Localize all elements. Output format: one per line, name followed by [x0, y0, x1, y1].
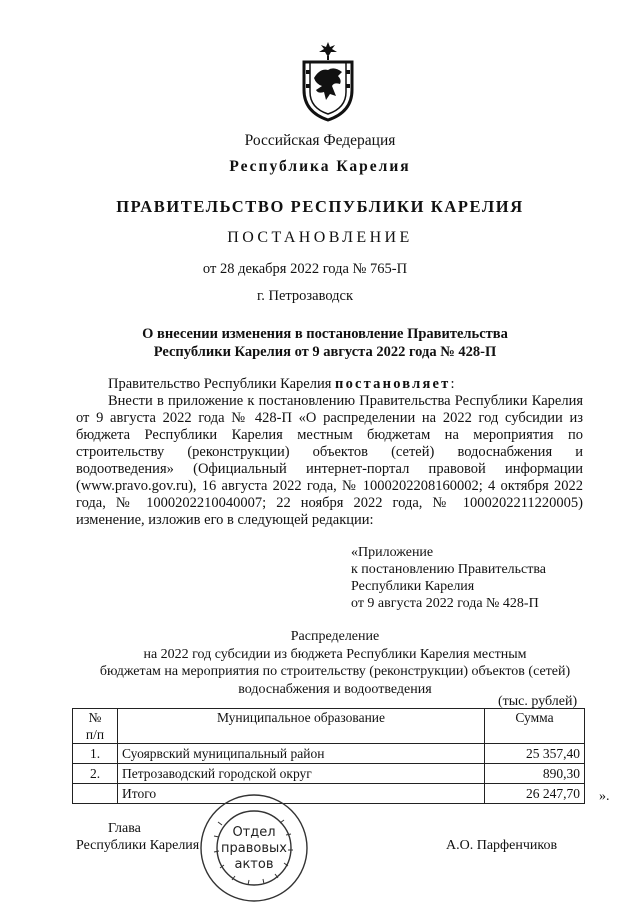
row-num: 1.: [73, 744, 118, 764]
table-header-row: [73, 709, 585, 744]
row-sum: 25 357,40: [485, 744, 585, 764]
preamble-suffix: :: [450, 376, 455, 392]
department-stamp: [198, 792, 310, 904]
row-municipality: Суоярвский муниципальный район: [118, 744, 485, 764]
units-label: (тыс. рублей): [498, 694, 578, 709]
header-num-line-2: п/п: [85, 727, 105, 742]
stamp-line-2: правовых: [221, 841, 287, 856]
resolution-paragraph: Внести в приложение к постановлению Правительства Республики Карелия от 9 августа 2022 года № 428-П «О распределении на 2022 год субсидии из бюджета Республики Карелия местным бюджетам на мероприятия по строительству (реконструкции) объектов (сетей) водоснабжения и водоотведения» (Официальный интернет-портал правовой информации (www.pravo.gov.ru), 16 августа 2022 года, № 1000202208160002; 4 октября 2022 года, № 1000202210040007; 22 ноября 2022 года, № 1000202211220005) изменение, изложив его в следующей редакции:: [76, 393, 583, 528]
closing-quote: ».: [599, 789, 610, 804]
appendix-line-1: «Приложение: [351, 545, 434, 560]
row-sum: 890,30: [485, 764, 585, 784]
header-municipality: Муниципальное образование: [118, 709, 485, 744]
distribution-line-3: водоснабжения и водоотведения: [238, 681, 432, 697]
signatory-name: А.О. Парфенчиков: [446, 838, 558, 853]
resolution-preamble: [76, 376, 583, 393]
table-row: [73, 764, 585, 784]
decree-subject: [0, 325, 640, 361]
distribution-title: Распределение: [290, 629, 380, 644]
government-title: ПРАВИТЕЛЬСТВО РЕСПУБЛИКИ КАРЕЛИЯ: [116, 197, 524, 216]
table-total-row: [73, 784, 585, 804]
appendix-header: [351, 544, 546, 612]
header-num-line-1: №: [88, 710, 102, 725]
total-label: Итого: [118, 784, 485, 804]
decree-date-number: от 28 декабря 2022 года № 765-П: [202, 261, 408, 277]
header-num: [73, 709, 118, 744]
stamp-line-3: актов: [234, 857, 274, 872]
appendix-line-3: Республики Карелия: [351, 579, 475, 594]
total-num-cell: [73, 784, 118, 804]
row-municipality: Петрозаводский городской округ: [118, 764, 485, 784]
signatory-title-line-1: Глава: [108, 821, 141, 836]
city: г. Петрозаводск: [256, 288, 354, 304]
subject-line-2: Республики Карелия от 9 августа 2022 года № 428-П: [153, 344, 497, 360]
coat-of-arms-emblem: [298, 40, 358, 122]
header-sum: Сумма: [485, 709, 585, 744]
row-num: 2.: [73, 764, 118, 784]
document-type: ПОСТАНОВЛЕНИЕ: [227, 229, 413, 246]
signatory-title-line-2: Республики Карелия: [76, 838, 200, 853]
appendix-line-4: от 9 августа 2022 года № 428-П: [351, 596, 539, 611]
distribution-table: [72, 708, 585, 804]
distribution-title-block: [0, 628, 640, 698]
distribution-line-1: на 2022 год субсидии из бюджета Республики Карелия местным: [143, 646, 527, 662]
distribution-line-2: бюджетам на мероприятия по строительству (реконструкции) объектов (сетей): [99, 664, 571, 679]
preamble-prefix: Правительство Республики Карелия: [108, 376, 336, 392]
appendix-line-2: к постановлению Правительства: [351, 562, 547, 577]
preamble-verb: постановляет: [335, 376, 451, 392]
total-sum: 26 247,70: [485, 784, 585, 804]
country-name: Российская Федерация: [244, 132, 396, 149]
republic-name: Республика Карелия: [229, 158, 411, 175]
subject-line-1: О внесении изменения в постановление Правительства: [142, 326, 508, 342]
signatory-title: [76, 820, 199, 854]
table-row: [73, 744, 585, 764]
stamp-line-1: Отдел: [232, 825, 276, 840]
